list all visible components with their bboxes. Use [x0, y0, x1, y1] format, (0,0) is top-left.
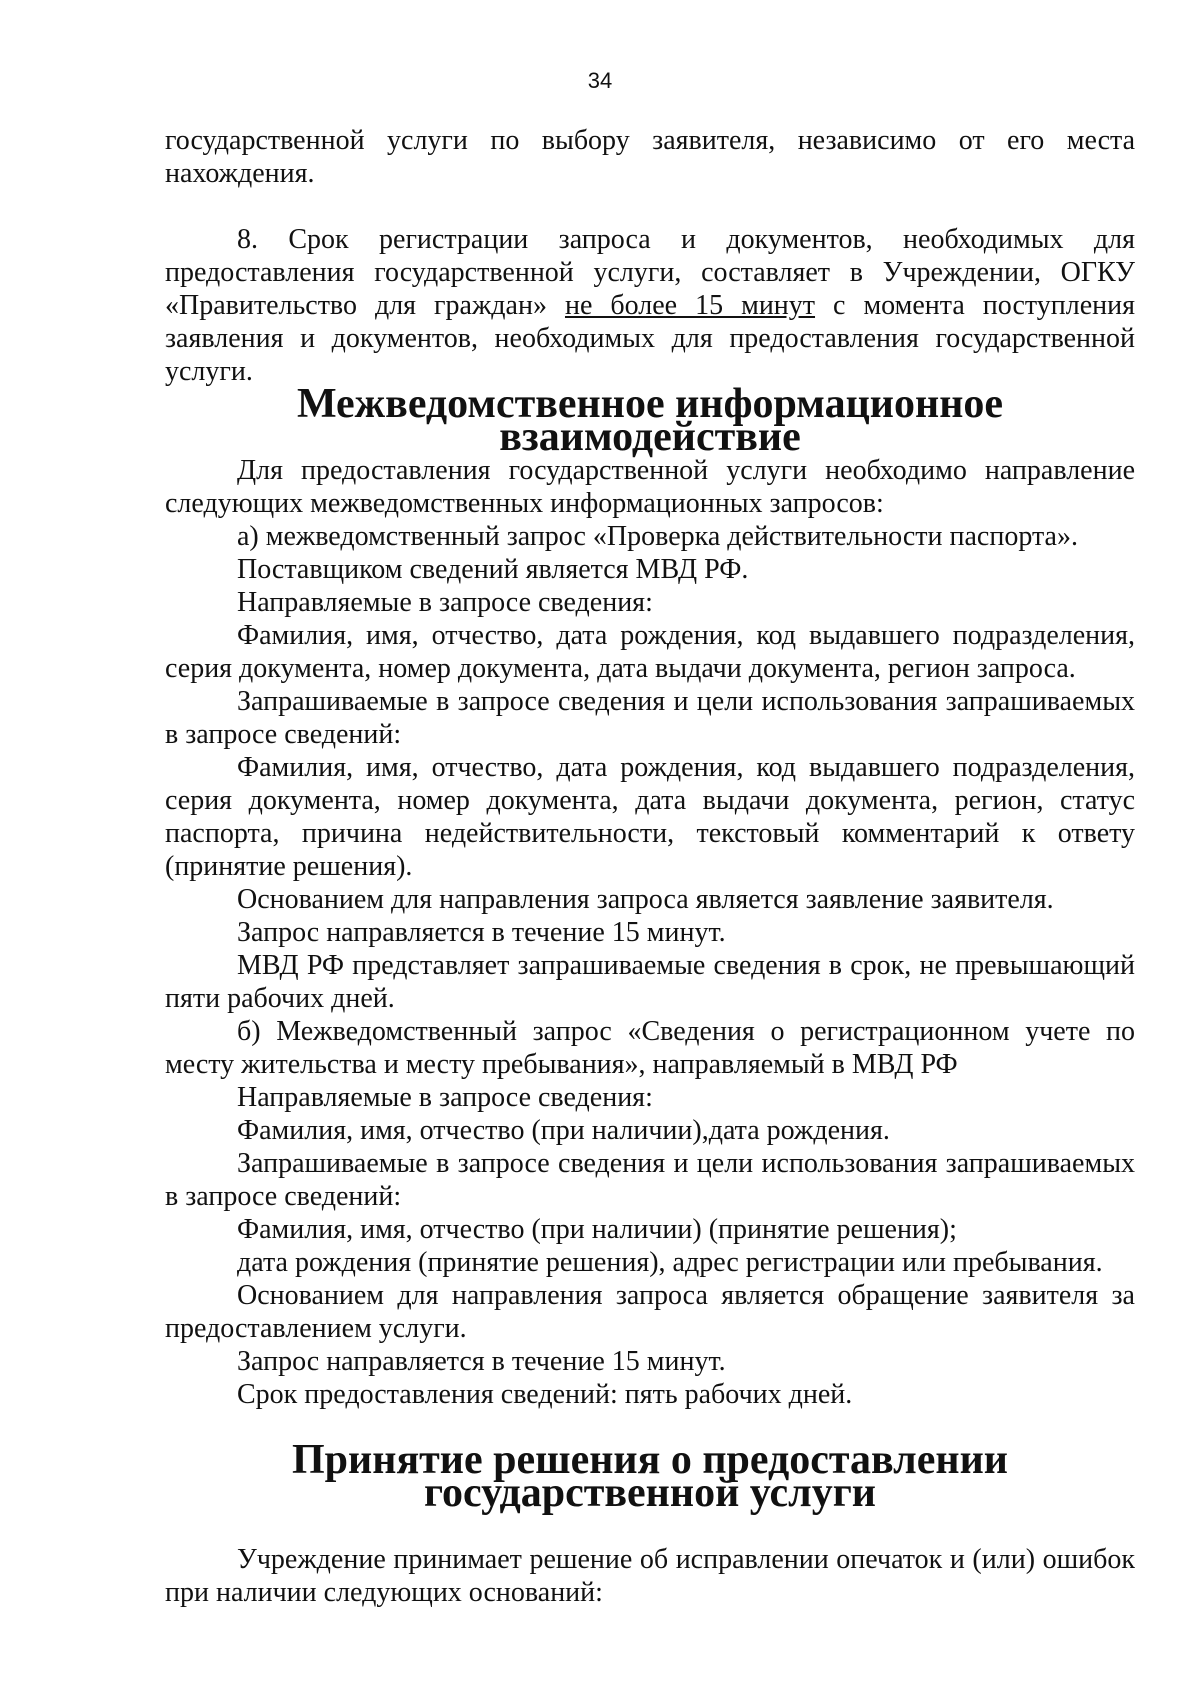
- paragraph-final: Учреждение принимает решение об исправлении опечаток и (или) ошибок при наличии следующих оснований:: [165, 1544, 1135, 1608]
- paragraph: Срок предоставления сведений: пять рабочих дней.: [237, 1379, 853, 1410]
- paragraph: Направляемые в запросе сведения:: [237, 587, 653, 618]
- item-8-underlined-deadline: не более 15 минут: [564, 290, 816, 321]
- paragraph: МВД РФ представляет запрашиваемые сведения в срок, не превышающий пяти рабочих дней.: [165, 950, 1135, 1014]
- paragraph: Запрашиваемые в запросе сведения и цели использования запрашиваемых в запросе сведений:: [165, 1148, 1135, 1212]
- paragraph: Основанием для направления запроса является заявление заявителя.: [237, 884, 1054, 915]
- paragraph: Фамилия, имя, отчество, дата рождения, код выдавшего подразделения, серия документа, номер документа, дата выдачи документа, регион, статус паспорта, причина недействительности, текстовый комментарий к ответу (принятие решения).: [165, 752, 1135, 882]
- item-8-text-start: 8. Срок регистрации запроса и документов, необходимых для предоставления государственной услуги, составляет в Учреждении, ОГКУ «Правительство для граждан»: [165, 224, 1135, 321]
- paragraph: Поставщиком сведений является МВД РФ.: [237, 554, 749, 585]
- paragraph: Запрос направляется в течение 15 минут.: [237, 917, 726, 948]
- paragraph: б) Межведомственный запрос «Сведения о регистрационном учете по месту жительства и месту пребывания», направляемый в МВД РФ: [165, 1016, 1135, 1080]
- spacer: [165, 190, 1135, 223]
- paragraph: Запрос направляется в течение 15 минут.: [237, 1346, 726, 1377]
- paragraph: Направляемые в запросе сведения:: [237, 1082, 653, 1113]
- paragraph-continuation: государственной услуги по выбору заявителя, независимо от его места нахождения.: [165, 125, 1135, 189]
- paragraph: дата рождения (принятие решения), адрес регистрации или пребывания.: [237, 1247, 1103, 1278]
- paragraph: а) межведомственный запрос «Проверка действительности паспорта».: [237, 521, 1078, 552]
- paragraph: Для предоставления государственной услуги необходимо направление следующих межведомственных информационных запросов:: [165, 455, 1135, 519]
- paragraph: Запрашиваемые в запросе сведения и цели использования запрашиваемых в запросе сведений:: [165, 686, 1135, 750]
- page-number: 34: [587, 68, 613, 93]
- paragraph-item-8: [165, 223, 1135, 388]
- paragraph: Фамилия, имя, отчество (при наличии) (принятие решения);: [237, 1214, 957, 1245]
- section-heading-decision: Принятие решения о предоставлении государственной услуги: [292, 1437, 1008, 1516]
- item-8-text-end: с момента поступления заявления и документов, необходимых для предоставления государственной услуги.: [165, 290, 1135, 387]
- section-heading-interagency: Межведомственное информационное взаимодействие: [296, 381, 1004, 460]
- document-body: [165, 124, 1135, 1609]
- paragraph: Основанием для направления запроса является обращение заявителя за предоставлением услуги.: [165, 1280, 1135, 1344]
- paragraph: Фамилия, имя, отчество (при наличии),дата рождения.: [237, 1115, 890, 1146]
- paragraph: Фамилия, имя, отчество, дата рождения, код выдавшего подразделения, серия документа, номер документа, дата выдачи документа, регион запроса.: [165, 620, 1135, 684]
